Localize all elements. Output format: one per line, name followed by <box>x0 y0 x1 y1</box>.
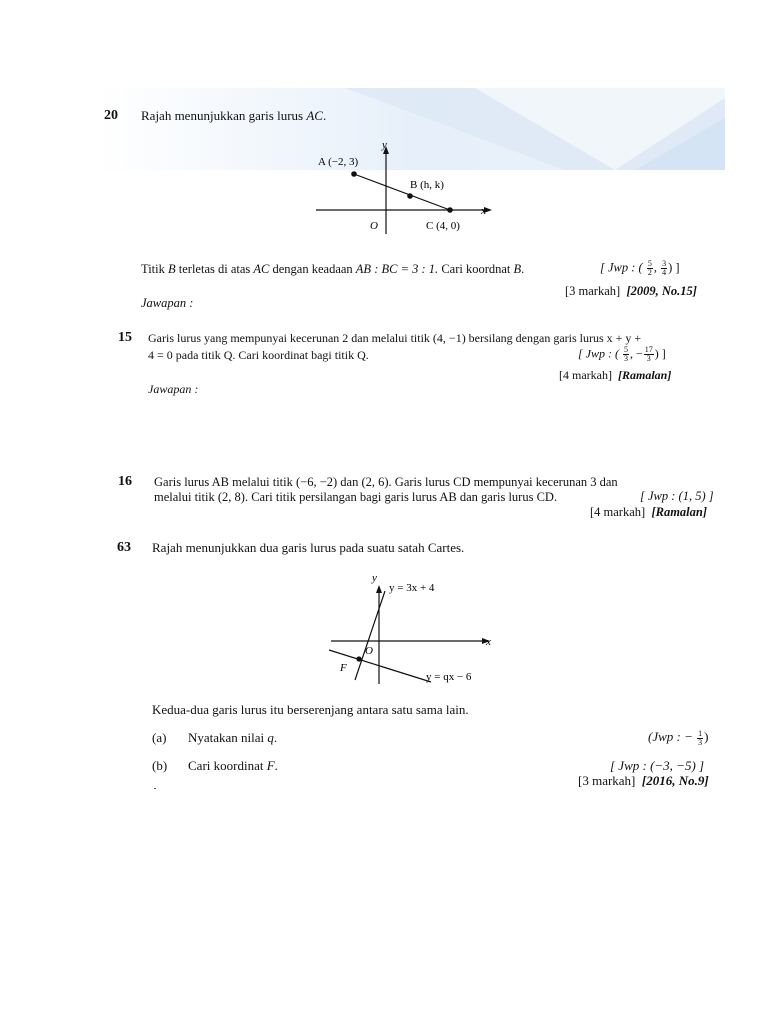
marks-line <box>565 284 697 299</box>
point-f <box>356 656 361 661</box>
part-label: (a) <box>152 730 167 745</box>
question-number: 16 <box>118 474 132 489</box>
part-text: Nyatakan nilai q. <box>188 730 278 745</box>
answer-prompt: Jawapan : <box>141 296 194 310</box>
question-text-line: Garis lurus AB melalui titik (−6, −2) dan (2, 6). Garis lurus CD mempunyai kecerunan 3 dan <box>154 475 618 489</box>
answer-hint: (Jwp : − $\frac{1}{3}$ ) <box>648 728 709 747</box>
question-number: 20 <box>104 108 118 123</box>
marks: [3 markah] <box>565 284 621 298</box>
point-c <box>447 207 453 213</box>
question-prompt: Rajah menunjukkan dua garis lurus pada suatu satah Cartes. <box>152 540 465 555</box>
prompt-text-end: . <box>322 108 327 123</box>
question-text-line: 4 = 0 pada titik Q. Cari koordinat bagi titik Q. <box>148 348 369 362</box>
point-a-label: A (−2, 3) <box>318 156 359 168</box>
question-number: 63 <box>117 540 131 555</box>
stray-mark <box>154 788 156 789</box>
part-label: (b) <box>152 758 168 773</box>
y-axis-label: y <box>372 572 377 584</box>
question-text-line: Garis lurus yang mempunyai kecerunan 2 dan melalui titik (4, −1) bersilang dengan garis lurus x + y + <box>148 331 642 345</box>
answer-prompt: Jawapan : <box>148 382 199 396</box>
point-b <box>407 193 413 199</box>
marks-line: [3 markah] [2016, No.9] <box>578 773 709 788</box>
point-b-label: B (h, k) <box>410 179 444 191</box>
fraction: $\frac{17}{3}$ <box>644 345 653 363</box>
point-a <box>351 171 357 177</box>
line2-equation: y = qx − 6 <box>426 671 472 683</box>
marks-line: [4 markah] [Ramalan] <box>559 368 672 382</box>
marks-line: [4 markah] [Ramalan] <box>590 505 707 519</box>
fraction: $\frac{5}{2}$ <box>647 259 652 277</box>
y-axis-arrow <box>376 585 382 593</box>
answer-label: [ Jwp : ( <box>600 260 643 275</box>
perpendicular-lines-diagram <box>325 568 505 688</box>
question-statement: Kedua-dua garis lurus itu berserenjang antara satu sama lain. <box>152 702 469 717</box>
answer-hint: [ Jwp : (1, 5) ] <box>640 489 714 503</box>
line1-equation: y = 3x + 4 <box>389 582 435 594</box>
prompt-variable: AC <box>306 108 323 123</box>
question-text-line: melalui titik (2, 8). Cari titik persilangan bagi garis lurus AB dan garis lurus CD. <box>154 490 558 504</box>
y-axis-label: y <box>382 139 387 151</box>
question-task: Titik B terletas di atas AC dengan keadaan AB : BC = 3 : 1. Cari koordnat B. <box>141 262 525 276</box>
answer-hint: [ Jwp : (−3, −5) ] <box>610 758 705 773</box>
fraction: $\frac{1}{3}$ <box>698 728 703 747</box>
source-reference: [2009, No.15] <box>626 284 697 298</box>
x-axis-label: x <box>481 205 486 217</box>
prompt-text: Rajah menunjukkan garis lurus <box>141 108 307 123</box>
question-number: 15 <box>118 330 132 345</box>
fraction: $\frac{3}{4}$ <box>662 259 667 277</box>
answer-hint: [ Jwp : ( $\frac{5}{2}$ , $\frac{3}{4}$ ) ] <box>600 259 680 277</box>
line-ac-diagram <box>300 138 500 238</box>
origin-label: O <box>365 645 373 657</box>
x-axis-label: x <box>486 636 491 648</box>
fraction: $\frac{5}{3}$ <box>624 345 628 363</box>
answer-hint: [ Jwp : ( $\frac{5}{3}$ , − $\frac{17}{3}$ ) ] <box>578 345 666 363</box>
part-text: Cari koordinat F. <box>188 758 278 773</box>
origin-label: O <box>370 220 378 232</box>
point-c-label: C (4, 0) <box>426 220 460 232</box>
point-f-label: F <box>340 662 347 674</box>
question-prompt <box>141 108 326 124</box>
